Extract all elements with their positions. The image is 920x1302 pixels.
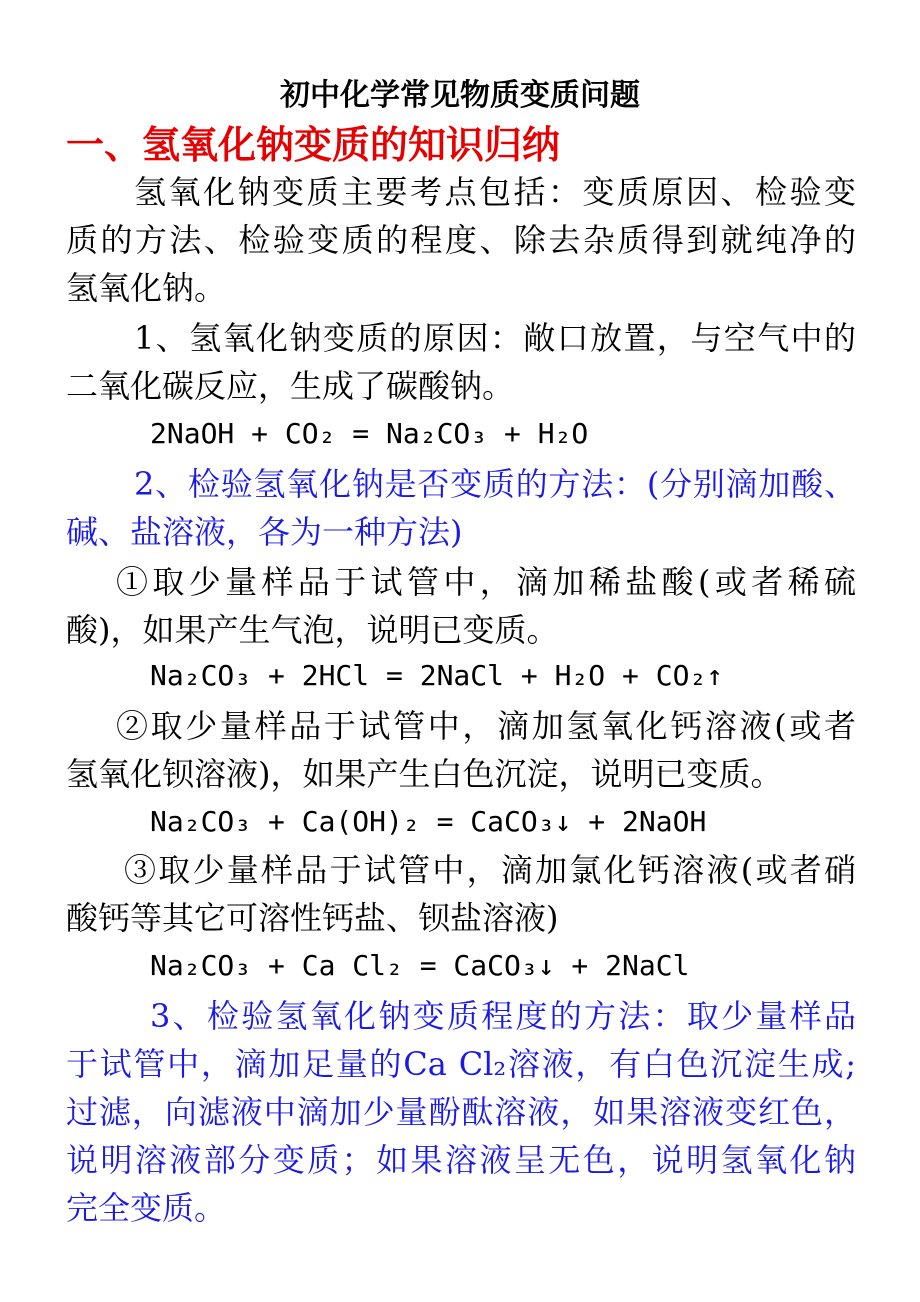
test-heading-line-1: 2、检验氢氧化钠是否变质的方法：(分别滴加酸、 — [134, 465, 856, 503]
equation-naoh-co2: 2NaOH + CO₂ = Na₂CO₃ + H₂O — [150, 417, 589, 450]
intro-line-3: 氢氧化钠。 — [66, 269, 227, 307]
equation-cacl2: Na₂CO₃ + Ca Cl₂ = CaCO₃↓ + 2NaCl — [150, 949, 690, 982]
method2-line-2: 氢氧化钡溶液)，如果产生白色沉淀，说明已变质。 — [66, 755, 783, 793]
equation-caoh2: Na₂CO₃ + Ca(OH)₂ = CaCO₃↓ + 2NaOH — [150, 805, 707, 838]
degree-line-5: 完全变质。 — [66, 1189, 227, 1227]
degree-line-2: 于试管中，滴加足量的Ca Cl₂溶液，有白色沉淀生成; — [66, 1045, 856, 1083]
intro-line-2: 质的方法、检验变质的程度、除去杂质得到就纯净的 — [66, 221, 856, 259]
method1-line-2: 酸)，如果产生气泡，说明已变质。 — [66, 611, 559, 649]
method2-line-1: ②取少量样品于试管中，滴加氢氧化钙溶液(或者 — [116, 707, 856, 745]
section-heading: 一、氢氧化钠变质的知识归纳 — [66, 122, 561, 167]
test-heading-line-2: 碱、盐溶液，各为一种方法) — [66, 513, 463, 551]
cause-line-2: 二氧化碳反应，生成了碳酸钠。 — [66, 367, 515, 405]
method3-line-2: 酸钙等其它可溶性钙盐、钡盐溶液) — [66, 899, 559, 937]
degree-line-4: 说明溶液部分变质；如果溶液呈无色，说明氢氧化钠 — [66, 1141, 856, 1179]
degree-line-1: 3、检验氢氧化钠变质程度的方法：取少量样品 — [150, 997, 856, 1035]
cause-line-1: 1、氢氧化钠变质的原因：敞口放置，与空气中的 — [134, 319, 856, 357]
method1-line-1: ①取少量样品于试管中，滴加稀盐酸(或者稀硫 — [116, 563, 856, 601]
page-title: 初中化学常见物质变质问题 — [280, 78, 640, 113]
equation-hcl: Na₂CO₃ + 2HCl = 2NaCl + H₂O + CO₂↑ — [150, 659, 724, 692]
method3-line-1: ③取少量样品于试管中，滴加氯化钙溶液(或者硝 — [124, 851, 856, 889]
intro-line-1: 氢氧化钠变质主要考点包括：变质原因、检验变 — [134, 173, 856, 211]
degree-line-3: 过滤，向滤液中滴加少量酚酞溶液，如果溶液变红色， — [66, 1093, 856, 1131]
